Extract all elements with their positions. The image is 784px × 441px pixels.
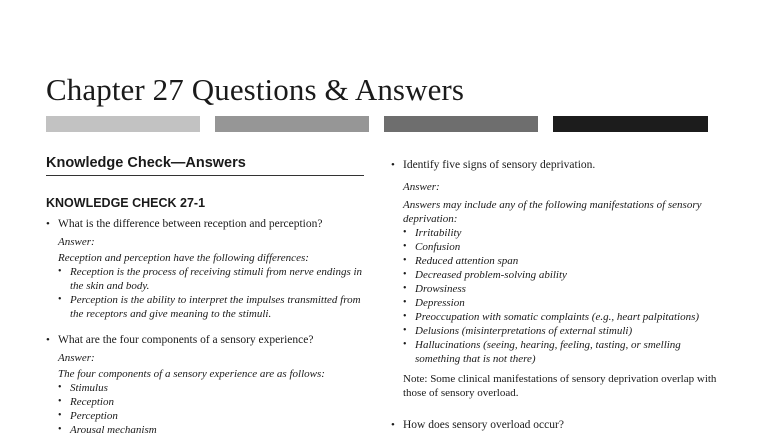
question-reception-perception [46, 217, 364, 231]
answer-item-text: Confusion [415, 241, 461, 253]
answer-label: Answer: [403, 181, 440, 193]
answer-list [58, 265, 364, 321]
chapter-color-bars [46, 116, 708, 132]
question-sensory-deprivation [391, 158, 721, 172]
answer-item [58, 409, 364, 423]
answer-item [403, 226, 721, 240]
answer-item-text: Stimulus [70, 382, 108, 394]
bullet-icon: • [403, 311, 407, 322]
answer-item-text: Drowsiness [415, 283, 466, 295]
answer-item-text: Arousal mechanism [70, 424, 157, 436]
bullet-icon: • [58, 382, 62, 393]
answer-item-text: Delusions (misinterpretations of external stimuli) [415, 325, 633, 337]
bullet-icon: • [58, 424, 62, 435]
bullet-icon: • [403, 269, 407, 280]
answer-label: Answer: [58, 236, 95, 248]
question-text: How does sensory overload occur? [403, 419, 564, 431]
answer-list [403, 226, 721, 366]
left-column [46, 155, 364, 437]
bullet-icon: • [403, 325, 407, 336]
answer-item [58, 265, 364, 293]
color-bar-1 [46, 116, 200, 132]
answer-intro: Reception and perception have the following differences: [58, 252, 309, 264]
answer-item-text: Preoccupation with somatic complaints (e.g., heart palpitations) [415, 311, 700, 323]
question-sensory-components [46, 333, 364, 347]
question-text: Identify five signs of sensory deprivation. [403, 159, 596, 171]
bullet-icon: • [58, 396, 62, 407]
answer-note: Note: Some clinical manifestations of sensory deprivation overlap with those of sensory overload. [403, 373, 717, 399]
answer-item [58, 423, 364, 437]
answer-item-text: Reception [70, 396, 114, 408]
bullet-icon: • [58, 294, 62, 305]
color-bar-3 [384, 116, 538, 132]
question-sensory-overload [391, 418, 721, 432]
answer-item [403, 338, 721, 366]
answer-item [58, 293, 364, 321]
section-heading: Knowledge Check—Answers [46, 155, 364, 176]
bullet-icon: • [403, 297, 407, 308]
answer-intro: Answers may include any of the following manifestations of sensory deprivation: [403, 199, 702, 225]
answer-item [403, 240, 721, 254]
answer-item [403, 282, 721, 296]
bullet-icon: • [58, 266, 62, 277]
bullet-icon: • [403, 227, 407, 238]
answer-label: Answer: [58, 352, 95, 364]
answer-item-text: Reduced attention span [415, 255, 519, 267]
bullet-icon: • [403, 241, 407, 252]
answer-list [58, 381, 364, 437]
answer-intro: The four components of a sensory experience are as follows: [58, 368, 325, 380]
answer-item-text: Depression [415, 297, 465, 309]
right-column [391, 158, 721, 432]
answer-item-text: Decreased problem-solving ability [415, 269, 567, 281]
color-bar-2 [215, 116, 369, 132]
answer-item-text: Reception is the process of receiving stimuli from nerve endings in the skin and body. [70, 266, 363, 292]
bullet-icon: • [391, 159, 395, 171]
bullet-icon: • [403, 339, 407, 350]
color-bar-4 [553, 116, 708, 132]
answer-item-text: Perception [70, 410, 118, 422]
chapter-title: Chapter 27 Questions & Answers [46, 72, 465, 107]
answer-item [403, 268, 721, 282]
knowledge-check-subheading: KNOWLEDGE CHECK 27-1 [46, 196, 206, 210]
answer-item [403, 310, 721, 324]
question-text: What are the four components of a sensory experience? [58, 334, 314, 346]
bullet-icon: • [403, 255, 407, 266]
answer-item [58, 381, 364, 395]
answer-item [58, 395, 364, 409]
question-text: What is the difference between reception and perception? [58, 218, 323, 230]
bullet-icon: • [46, 334, 50, 346]
answer-item [403, 324, 721, 338]
bullet-icon: • [58, 410, 62, 421]
answer-item-text: Perception is the ability to interpret the impulses transmitted from the receptors and give meaning to the stimuli. [70, 294, 361, 320]
answer-item-text: Irritability [415, 227, 462, 239]
bullet-icon: • [46, 218, 50, 230]
bullet-icon: • [391, 419, 395, 431]
answer-item [403, 254, 721, 268]
answer-item-text: Hallucinations (seeing, hearing, feeling, tasting, or smelling something that is not there) [415, 339, 681, 365]
bullet-icon: • [403, 283, 407, 294]
answer-item [403, 296, 721, 310]
